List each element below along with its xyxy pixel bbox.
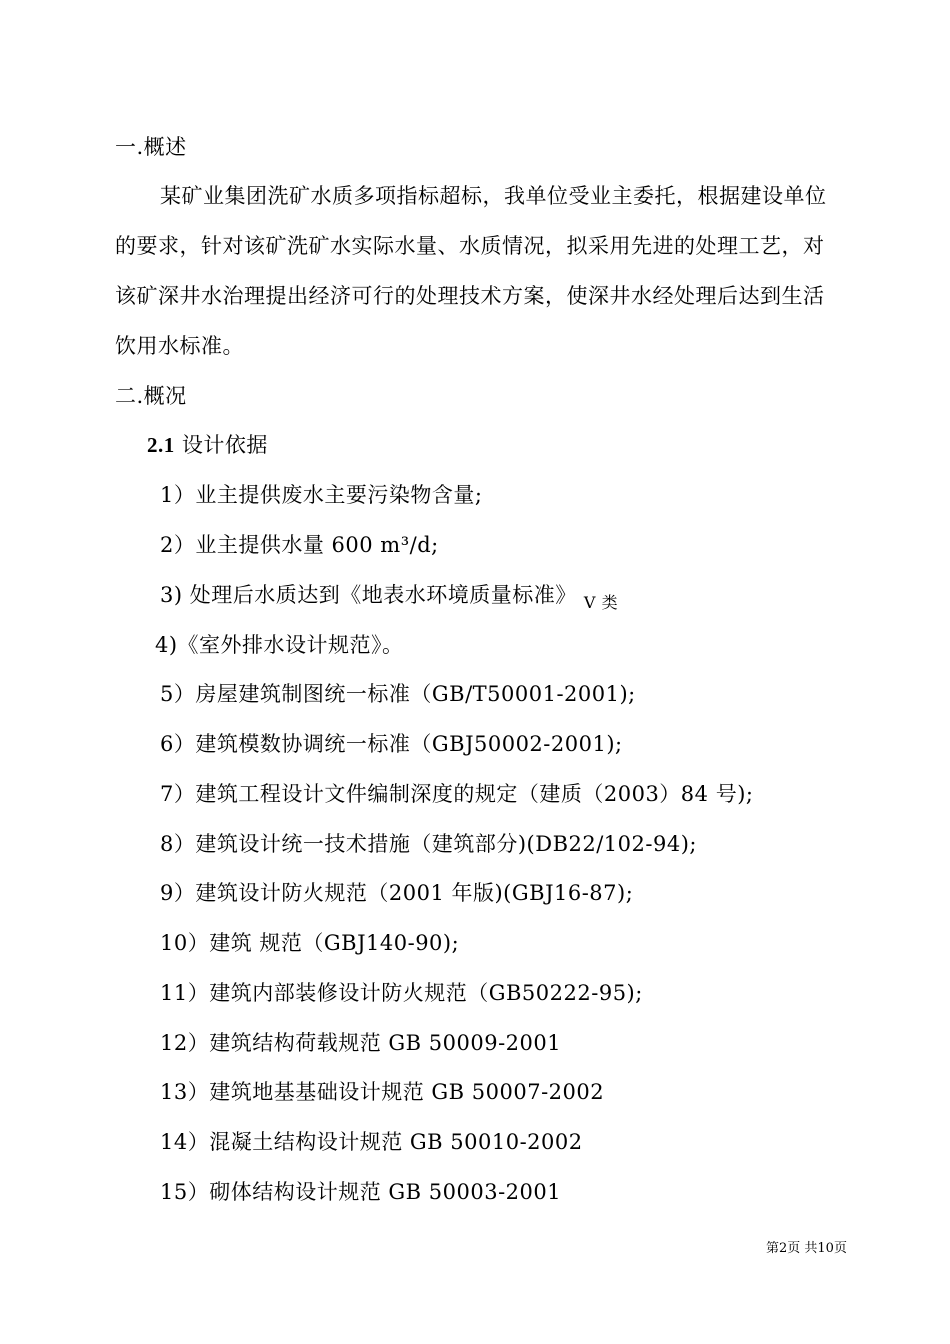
section-2-heading: 二.概况 (115, 384, 187, 408)
basis-item-12: 12）建筑结构荷载规范 GB 50009-2001 (160, 1031, 562, 1055)
basis-item-11: 11）建筑内部装修设计防火规范（GB50222-95); (160, 981, 643, 1005)
basis-item-10: 10）建筑 规范（GBJ140-90); (160, 931, 460, 955)
basis-item-13: 13）建筑地基基础设计规范 GB 50007-2002 (160, 1080, 605, 1104)
overview-paragraph-line-4: 饮用水标准。 (115, 334, 244, 358)
overview-paragraph-line-1: 某矿业集团洗矿水质多项指标超标，我单位受业主委托，根据建设单位 (160, 184, 827, 208)
basis-item-1: 1）业主提供废水主要污染物含量; (160, 483, 483, 507)
section-1-heading: 一.概述 (115, 135, 187, 159)
basis-item-14: 14）混凝土结构设计规范 GB 50010-2002 (160, 1130, 583, 1154)
overview-paragraph-line-2: 的要求，针对该矿洗矿水实际水量、水质情况，拟采用先进的处理工艺，对 (115, 234, 825, 258)
basis-item-6: 6）建筑模数协调统一标准（GBJ50002-2001); (160, 732, 623, 756)
basis-item-3 (160, 581, 618, 611)
basis-item-7: 7）建筑工程设计文件编制深度的规定（建质（2003）84 号); (160, 782, 754, 806)
basis-item-3-text: 3) 处理后水质达到《地表水环境质量标准》 (160, 583, 577, 607)
basis-item-3-suffix: V 类 (583, 593, 619, 612)
subsection-title: 设计依据 (174, 433, 268, 457)
subsection-2-1-heading (147, 431, 268, 459)
basis-item-15: 15）砌体结构设计规范 GB 50003-2001 (160, 1180, 562, 1204)
basis-item-2: 2）业主提供水量 600 m³/d; (160, 533, 439, 557)
basis-item-8: 8）建筑设计统一技术措施（建筑部分)(DB22/102-94); (160, 832, 697, 856)
basis-item-5: 5）房屋建筑制图统一标准（GB/T50001-2001); (160, 682, 636, 706)
basis-item-9: 9）建筑设计防火规范（2001 年版)(GBJ16-87); (160, 881, 634, 905)
page-number-footer: 第2页 共10页 (766, 1241, 847, 1256)
subsection-number: 2.1 (147, 433, 175, 457)
overview-paragraph-line-3: 该矿深井水治理提出经济可行的处理技术方案，使深井水经处理后达到生活 (115, 284, 825, 308)
basis-item-4: 4)《室外排水设计规范》。 (155, 633, 404, 657)
